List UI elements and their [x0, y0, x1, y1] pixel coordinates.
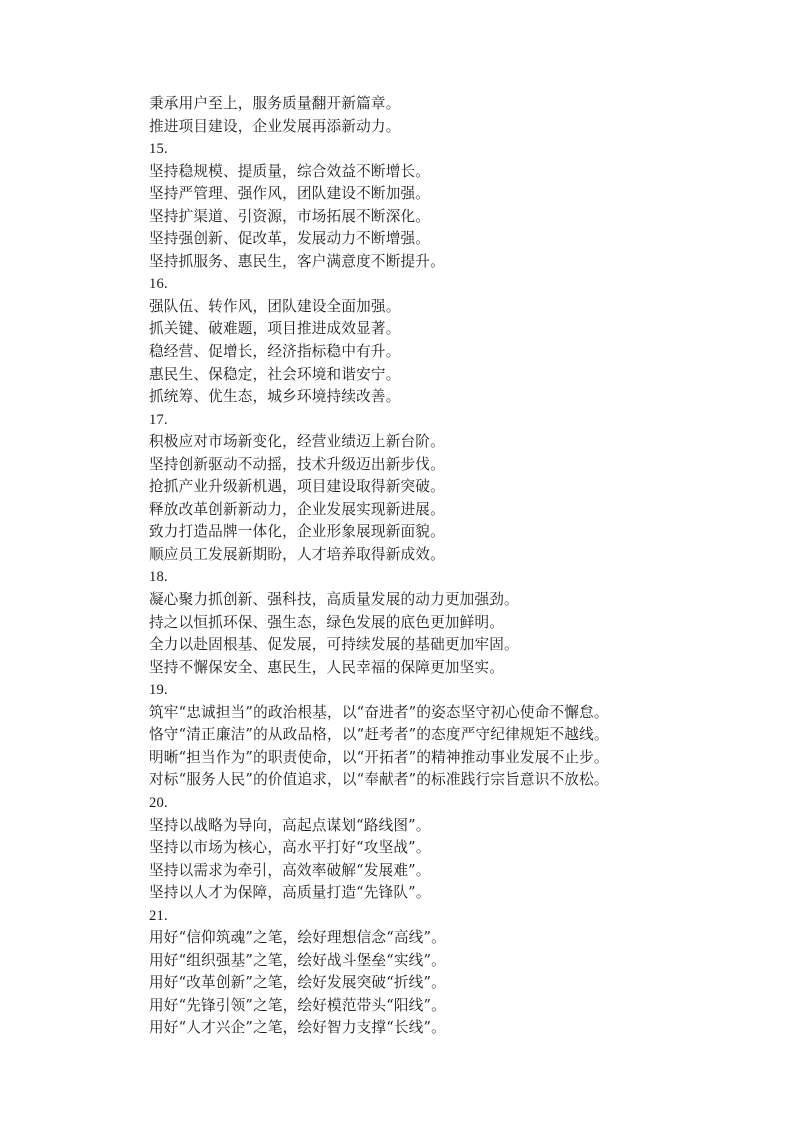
section-number: 17.	[149, 411, 168, 428]
text-line: 抓关键、破难题，项目推进成效显著。	[149, 320, 401, 338]
text-line: 坚持以需求为牵引，高效率破解“发展难”。	[149, 861, 431, 879]
text-line: 释放改革创新新动力，企业发展实现新进展。	[149, 500, 445, 518]
section-number: 15.	[149, 141, 168, 158]
text-line: 坚持强创新、促改革，发展动力不断增强。	[149, 230, 431, 248]
text-line: 用好“信仰筑魂”之笔，绘好理想信念“高线”。	[149, 929, 446, 947]
text-line: 坚持不懈保安全、惠民生，人民幸福的保障更加坚实。	[149, 658, 505, 676]
document-body	[149, 93, 749, 1040]
section-number: 16.	[149, 276, 168, 293]
text-line: 用好“先锋引领”之笔，绘好模范带头“阳线”。	[149, 996, 446, 1014]
section-number: 21.	[149, 907, 168, 924]
text-line: 坚持创新驱动不动摇，技术升级迈出新步伐。	[149, 455, 445, 473]
text-line: 全力以赴固根基、促发展，可持续发展的基础更加牢固。	[149, 636, 519, 654]
text-line: 顺应员工发展新期盼，人才培养取得新成效。	[149, 545, 445, 563]
text-line: 抓统筹、优生态，城乡环境持续改善。	[149, 388, 401, 406]
text-line: 用好“组织强基”之笔，绘好战斗堡垒“实线”。	[149, 951, 446, 969]
text-line: 积极应对市场新变化，经营业绩迈上新台阶。	[149, 433, 445, 451]
text-line: 致力打造品牌一体化，企业形象展现新面貌。	[149, 523, 445, 541]
text-line: 惠民生、保稳定，社会环境和谐安宁。	[149, 365, 401, 383]
text-line: 抢抓产业升级新机遇，项目建设取得新突破。	[149, 478, 445, 496]
text-line: 推进项目建设，企业发展再添新动力。	[149, 117, 401, 135]
section-number: 18.	[149, 569, 168, 586]
text-line: 用好“改革创新”之笔，绘好发展突破“折线”。	[149, 974, 446, 992]
text-line: 持之以恒抓环保、强生态，绿色发展的底色更加鲜明。	[149, 613, 505, 631]
text-line: 坚持抓服务、惠民生，客户满意度不断提升。	[149, 252, 445, 270]
text-line: 坚持严管理、强作风，团队建设不断加强。	[149, 185, 431, 203]
text-line: 坚持扩渠道、引资源，市场拓展不断深化。	[149, 207, 431, 225]
text-line: 对标“服务人民”的价值追求，以“奉献者”的标准践行宗旨意识不放松。	[149, 771, 609, 789]
section-number: 20.	[149, 794, 168, 811]
text-line: 强队伍、转作风，团队建设全面加强。	[149, 297, 401, 315]
text-line: 坚持以人才为保障，高质量打造“先锋队”。	[149, 884, 431, 902]
section-number: 19.	[149, 682, 168, 699]
text-line: 坚持以战略为导向，高起点谋划“路线图”。	[149, 816, 431, 834]
text-line: 坚持以市场为核心，高水平打好“攻坚战”。	[149, 839, 431, 857]
text-line: 坚持稳规模、提质量，综合效益不断增长。	[149, 162, 431, 180]
text-line: 明晰“担当作为”的职责使命，以“开拓者”的精神推动事业发展不止步。	[149, 748, 609, 766]
text-line: 用好“人才兴企”之笔，绘好智力支撑“长线”。	[149, 1019, 446, 1037]
text-line: 秉承用户至上，服务质量翻开新篇章。	[149, 95, 401, 112]
text-line: 恪守“清正廉洁”的从政品格，以“赶考者”的态度严守纪律规矩不越线。	[149, 726, 609, 744]
text-line: 筑牢“忠诚担当”的政治根基，以“奋进者”的姿态坚守初心使命不懈怠。	[149, 703, 609, 721]
text-line: 凝心聚力抓创新、强科技，高质量发展的动力更加强劲。	[149, 591, 519, 609]
text-line: 稳经营、促增长，经济指标稳中有升。	[149, 343, 401, 361]
